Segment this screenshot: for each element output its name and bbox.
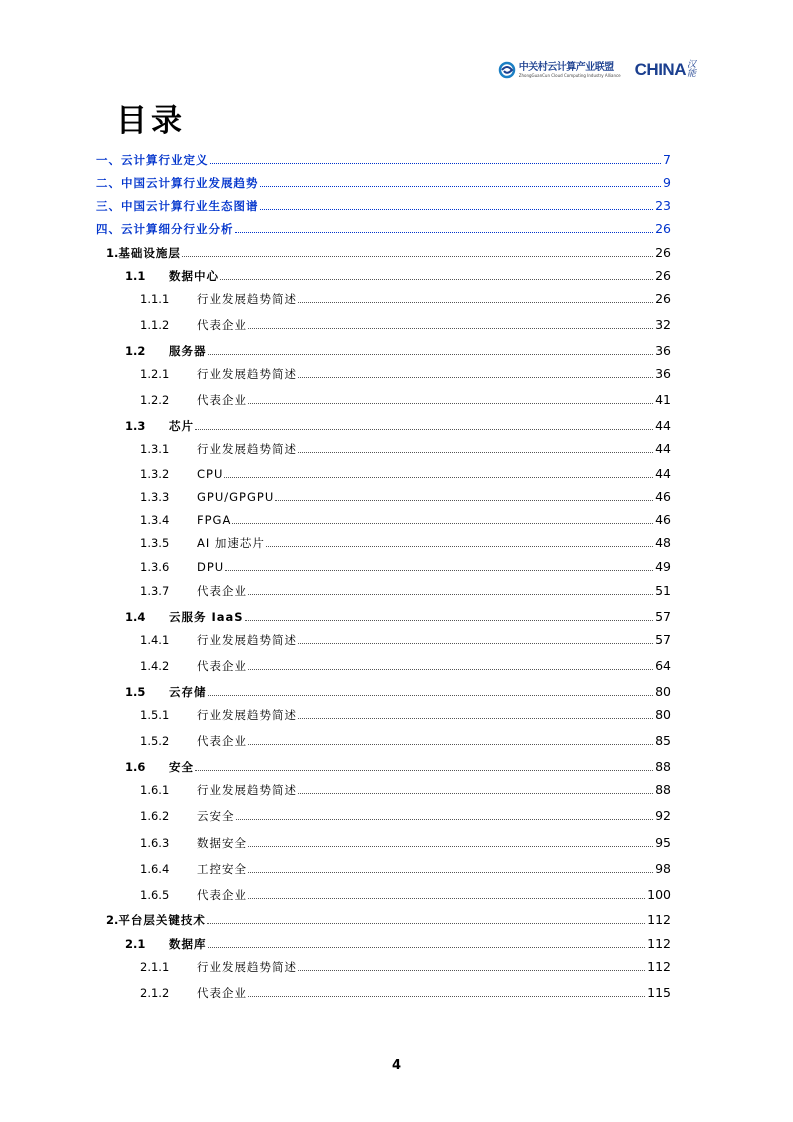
dot-leader bbox=[232, 523, 653, 524]
toc-entry-number: 1.6.2 bbox=[140, 809, 170, 823]
toc-title: 目录 bbox=[116, 103, 186, 139]
toc-entry[interactable] bbox=[0, 266, 793, 286]
toc-entry-page: 46 bbox=[655, 489, 671, 504]
toc-entry[interactable] bbox=[0, 607, 793, 627]
toc-entry-page: 64 bbox=[655, 658, 671, 673]
zgc-logo-cn: 中关村云计算产业联盟 bbox=[518, 61, 614, 73]
dot-leader bbox=[266, 546, 653, 547]
toc-entry-label: 行业发展趋势简述 bbox=[197, 783, 297, 797]
dot-leader bbox=[298, 718, 653, 719]
toc-entry-number: 1.1 bbox=[125, 269, 146, 283]
toc-entry-label: 云服务 IaaS bbox=[169, 610, 244, 624]
zgc-logo-en: ZhongGuanCun Cloud Computing Industry Alliance bbox=[518, 72, 621, 78]
toc-entry-label: 安全 bbox=[169, 760, 194, 774]
toc-entry-number: 1.6.4 bbox=[140, 862, 170, 876]
toc-entry-page: 92 bbox=[655, 808, 671, 823]
toc-entry-page: 98 bbox=[655, 861, 671, 876]
toc-entry-page: 88 bbox=[655, 782, 671, 797]
toc-entry-page: 44 bbox=[655, 418, 671, 433]
dot-leader bbox=[298, 377, 653, 378]
toc-entry[interactable] bbox=[0, 464, 793, 484]
dot-leader bbox=[260, 209, 654, 210]
toc-entry[interactable] bbox=[0, 150, 793, 170]
toc-entry[interactable] bbox=[0, 289, 793, 309]
toc-entry-page: 32 bbox=[655, 317, 671, 332]
toc-entry[interactable] bbox=[0, 806, 793, 826]
china-logo-text: CHINA bbox=[634, 60, 686, 79]
toc-entry-number: 1.5.1 bbox=[140, 708, 170, 722]
toc-entry-page: 36 bbox=[655, 366, 671, 381]
toc-entry-page: 44 bbox=[655, 441, 671, 456]
toc-entry[interactable] bbox=[0, 364, 793, 384]
toc-entry[interactable] bbox=[0, 341, 793, 361]
toc-entry[interactable] bbox=[0, 196, 793, 216]
toc-entry-page: 80 bbox=[655, 707, 671, 722]
toc-entry-number: 1.3.2 bbox=[140, 467, 170, 481]
toc-entry[interactable] bbox=[0, 243, 793, 263]
toc-entry-number: 1.1.2 bbox=[140, 318, 170, 332]
toc-entry-page: 7 bbox=[663, 152, 671, 167]
toc-entry-page: 26 bbox=[655, 291, 671, 306]
toc-entry[interactable] bbox=[0, 957, 793, 977]
toc-entry-number: 1.2.1 bbox=[140, 367, 170, 381]
toc-entry[interactable] bbox=[0, 682, 793, 702]
toc-entry[interactable] bbox=[0, 315, 793, 335]
dot-leader bbox=[275, 500, 653, 501]
toc-entry-number: 1.4.1 bbox=[140, 633, 170, 647]
dot-leader bbox=[298, 970, 645, 971]
toc-entry-page: 51 bbox=[655, 583, 671, 598]
dot-leader bbox=[245, 620, 654, 621]
toc-entry-page: 26 bbox=[655, 245, 671, 260]
toc-entry[interactable] bbox=[0, 581, 793, 601]
toc-entry-page: 100 bbox=[647, 887, 671, 902]
dot-leader bbox=[208, 947, 646, 948]
toc-entry[interactable] bbox=[0, 983, 793, 1003]
dot-leader bbox=[248, 846, 653, 847]
toc-entry[interactable] bbox=[0, 510, 793, 530]
dot-leader bbox=[298, 793, 653, 794]
toc-entry-label: 代表企业 bbox=[197, 986, 247, 1000]
toc-entry-number: 1.3.5 bbox=[140, 536, 170, 550]
toc-entry[interactable] bbox=[0, 439, 793, 459]
toc-entry-label: AI 加速芯片 bbox=[197, 536, 265, 550]
toc-entry[interactable] bbox=[0, 487, 793, 507]
toc-entry-page: 95 bbox=[655, 835, 671, 850]
toc-entry-number: 1.2 bbox=[125, 344, 146, 358]
toc-entry[interactable] bbox=[0, 705, 793, 725]
toc-entry-page: 23 bbox=[655, 198, 671, 213]
toc-entry-label: 代表企业 bbox=[197, 584, 247, 598]
dot-leader bbox=[195, 770, 653, 771]
toc-entry-number: 1.3.4 bbox=[140, 513, 170, 527]
dot-leader bbox=[248, 403, 653, 404]
toc-entry[interactable] bbox=[0, 416, 793, 436]
toc-entry[interactable] bbox=[0, 885, 793, 905]
dot-leader bbox=[208, 354, 654, 355]
toc-entry[interactable] bbox=[0, 390, 793, 410]
dot-leader bbox=[224, 477, 653, 478]
toc-entry-number: 2.1.2 bbox=[140, 986, 170, 1000]
toc-entry-number: 2.1.1 bbox=[140, 960, 170, 974]
toc-entry-number: 1.3.6 bbox=[140, 560, 170, 574]
toc-entry-number: 1.5 bbox=[125, 685, 146, 699]
toc-entry-number: 1.3.1 bbox=[140, 442, 170, 456]
toc-entry-page: 26 bbox=[655, 221, 671, 236]
toc-entry-number: 2. bbox=[106, 913, 119, 927]
toc-entry-label: 行业发展趋势简述 bbox=[197, 633, 297, 647]
toc-entry[interactable] bbox=[0, 731, 793, 751]
toc-entry-label: 云安全 bbox=[197, 809, 235, 823]
toc-entry-page: 112 bbox=[647, 912, 671, 927]
toc-entry-label: FPGA bbox=[197, 513, 232, 527]
toc-entry-number: 1.2.2 bbox=[140, 393, 170, 407]
toc-entry-page: 115 bbox=[647, 985, 671, 1000]
dot-leader bbox=[210, 163, 662, 164]
toc-entry-label: DPU bbox=[197, 560, 225, 574]
toc-entry-number: 1.3.7 bbox=[140, 584, 170, 598]
toc-entry-number: 1.4 bbox=[125, 610, 146, 624]
toc-entry-label: 基础设施层 bbox=[118, 246, 181, 260]
toc-entry-page: 26 bbox=[655, 268, 671, 283]
toc-entry[interactable] bbox=[0, 219, 793, 239]
toc-entry-number: 1.1.1 bbox=[140, 292, 170, 306]
toc-entry-number: 1.5.2 bbox=[140, 734, 170, 748]
toc-entry-number: 1.6.3 bbox=[140, 836, 170, 850]
toc-entry-label: 代表企业 bbox=[197, 888, 247, 902]
toc-entry-page: 44 bbox=[655, 466, 671, 481]
toc-entry-label: 数据安全 bbox=[197, 836, 247, 850]
dot-leader bbox=[235, 232, 654, 233]
toc-entry[interactable] bbox=[0, 630, 793, 650]
toc-entry-page: 48 bbox=[655, 535, 671, 550]
toc-entry-label: GPU/GPGPU bbox=[197, 490, 275, 504]
toc-entry-label: 服务器 bbox=[169, 344, 207, 358]
dot-leader bbox=[182, 256, 653, 257]
toc-entry-label: 行业发展趋势简述 bbox=[197, 960, 297, 974]
toc-entry-page: 112 bbox=[647, 936, 671, 951]
toc-entry[interactable] bbox=[0, 833, 793, 853]
dot-leader bbox=[248, 898, 645, 899]
dot-leader bbox=[220, 279, 653, 280]
toc-entry-number: 1.6.5 bbox=[140, 888, 170, 902]
toc-entry[interactable] bbox=[0, 656, 793, 676]
toc-entry-label: CPU bbox=[197, 467, 224, 481]
toc-entry-label: 行业发展趋势简述 bbox=[197, 442, 297, 456]
toc-entry-number: 1.4.2 bbox=[140, 659, 170, 673]
toc-entry-page: 88 bbox=[655, 759, 671, 774]
toc-entry-number: 2.1 bbox=[125, 937, 146, 951]
toc-entry-number: 1.6.1 bbox=[140, 783, 170, 797]
dot-leader bbox=[248, 669, 653, 670]
toc-entry-page: 49 bbox=[655, 559, 671, 574]
toc-entry-label: 三、中国云计算行业生态图谱 bbox=[96, 199, 259, 213]
dot-leader bbox=[298, 643, 653, 644]
toc-entry-page: 112 bbox=[647, 959, 671, 974]
toc-entry-label: 平台层关键技术 bbox=[118, 913, 206, 927]
toc-entry-page: 80 bbox=[655, 684, 671, 699]
toc-entry-label: 行业发展趋势简述 bbox=[197, 292, 297, 306]
toc-entry-page: 85 bbox=[655, 733, 671, 748]
toc-entry[interactable] bbox=[0, 557, 793, 577]
toc-entry[interactable] bbox=[0, 934, 793, 954]
toc-entry-label: 四、云计算细分行业分析 bbox=[96, 222, 234, 236]
toc-entry-label: 行业发展趋势简述 bbox=[197, 708, 297, 722]
toc-entry-label: 工控安全 bbox=[197, 862, 247, 876]
toc-entry-page: 57 bbox=[655, 609, 671, 624]
toc-entry-label: 代表企业 bbox=[197, 318, 247, 332]
toc-entry-label: 代表企业 bbox=[197, 659, 247, 673]
toc-entry-number: 1.3.3 bbox=[140, 490, 170, 504]
toc-entry[interactable] bbox=[0, 910, 793, 930]
toc-entry-number: 1.3 bbox=[125, 419, 146, 433]
toc-entry-label: 一、云计算行业定义 bbox=[96, 153, 209, 167]
toc-entry[interactable] bbox=[0, 533, 793, 553]
toc-entry-label: 云存储 bbox=[169, 685, 207, 699]
toc-entry-label: 数据库 bbox=[169, 937, 207, 951]
dot-leader bbox=[298, 302, 653, 303]
toc-entry-label: 芯片 bbox=[169, 419, 194, 433]
dot-leader bbox=[236, 819, 654, 820]
dot-leader bbox=[248, 872, 653, 873]
dot-leader bbox=[248, 996, 645, 997]
dot-leader bbox=[208, 695, 654, 696]
toc-entry-page: 57 bbox=[655, 632, 671, 647]
dot-leader bbox=[248, 744, 653, 745]
toc-entry-page: 41 bbox=[655, 392, 671, 407]
dot-leader bbox=[248, 594, 653, 595]
page-number: 4 bbox=[391, 1058, 402, 1073]
toc-entry-label: 二、中国云计算行业发展趋势 bbox=[96, 176, 259, 190]
toc-entry[interactable] bbox=[0, 859, 793, 879]
toc-entry[interactable] bbox=[0, 757, 793, 777]
toc-entry-page: 9 bbox=[663, 175, 671, 190]
toc-entry-number: 1.6 bbox=[125, 760, 146, 774]
toc-entry-number: 1. bbox=[106, 246, 119, 260]
china-logo-cn: 汉能 bbox=[687, 60, 697, 79]
dot-leader bbox=[207, 923, 645, 924]
dot-leader bbox=[195, 429, 653, 430]
toc-entry-page: 36 bbox=[655, 343, 671, 358]
dot-leader bbox=[225, 570, 653, 571]
dot-leader bbox=[298, 452, 653, 453]
toc-entry-label: 代表企业 bbox=[197, 734, 247, 748]
toc-entry[interactable] bbox=[0, 780, 793, 800]
toc-entry-label: 行业发展趋势简述 bbox=[197, 367, 297, 381]
toc-entry-page: 46 bbox=[655, 512, 671, 527]
toc-entry[interactable] bbox=[0, 173, 793, 193]
toc-entry-label: 数据中心 bbox=[169, 269, 219, 283]
dot-leader bbox=[260, 186, 662, 187]
toc-entry-label: 代表企业 bbox=[197, 393, 247, 407]
dot-leader bbox=[248, 328, 653, 329]
